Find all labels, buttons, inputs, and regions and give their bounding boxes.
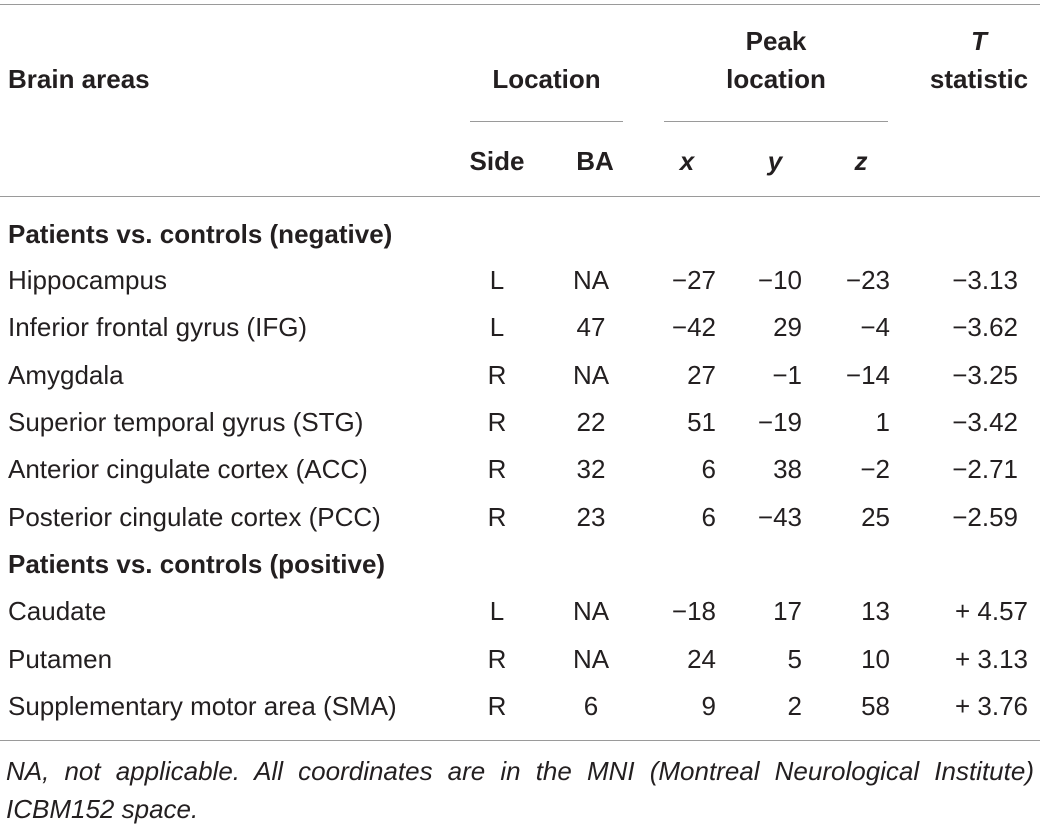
row-side: R (487, 360, 507, 390)
row-t: + 4.57 (954, 596, 1028, 626)
row-y: 29 (773, 312, 802, 342)
header-peak-location-line1: Peak (745, 26, 807, 56)
row-z: 25 (861, 502, 890, 532)
row-x: 6 (701, 454, 716, 484)
section-title-negative: Patients vs. controls (negative) (8, 219, 393, 249)
header-bottom-rule (0, 196, 1040, 197)
row-area: Anterior cingulate cortex (ACC) (8, 454, 368, 484)
row-x: −42 (671, 312, 716, 342)
row-y: 5 (787, 644, 802, 674)
row-side: R (487, 691, 507, 721)
row-side: R (487, 454, 507, 484)
table-top-rule (0, 4, 1040, 5)
row-side: L (489, 596, 505, 626)
section-title-positive: Patients vs. controls (positive) (8, 549, 386, 579)
header-peak-location-line2: location (726, 64, 826, 94)
row-z: 58 (861, 691, 890, 721)
row-y: −1 (772, 360, 802, 390)
header-location: Location (492, 64, 601, 94)
header-x: x (679, 146, 695, 176)
row-area: Supplementary motor area (SMA) (8, 691, 397, 721)
row-x: 9 (701, 691, 716, 721)
row-z: 13 (861, 596, 890, 626)
header-z: z (854, 146, 868, 176)
row-x: −18 (671, 596, 716, 626)
row-ba: 23 (576, 502, 606, 532)
header-ba: BA (576, 146, 614, 176)
row-area: Hippocampus (8, 265, 167, 295)
row-t: −2.71 (952, 454, 1018, 484)
row-t: −3.13 (952, 265, 1018, 295)
row-ba: 6 (583, 691, 599, 721)
header-brain-areas: Brain areas (8, 64, 150, 94)
row-area: Amygdala (8, 360, 124, 390)
row-side: R (487, 407, 507, 437)
row-y: 2 (787, 691, 802, 721)
location-group-rule (470, 121, 623, 122)
header-y: y (767, 146, 783, 176)
row-y: −19 (757, 407, 802, 437)
peak-location-group-rule (664, 121, 888, 122)
row-x: 6 (701, 502, 716, 532)
row-y: −43 (757, 502, 802, 532)
row-x: 27 (687, 360, 716, 390)
row-y: −10 (757, 265, 802, 295)
table-bottom-rule (0, 740, 1040, 741)
table-footnote: NA, not applicable. All coordinates are in the MNI (Montreal Neurological Institute) ICBM152 space. (6, 756, 1034, 824)
row-side: L (489, 312, 505, 342)
row-area: Superior temporal gyrus (STG) (8, 407, 364, 437)
row-ba: NA (572, 644, 610, 674)
row-area: Posterior cingulate cortex (PCC) (8, 502, 381, 532)
row-area: Caudate (8, 596, 107, 626)
row-z: −14 (845, 360, 890, 390)
row-x: −27 (671, 265, 716, 295)
header-t-line1: T (971, 26, 987, 56)
row-z: 1 (875, 407, 890, 437)
row-ba: NA (572, 360, 610, 390)
header-t-line2: statistic (929, 64, 1029, 94)
row-area: Putamen (8, 644, 113, 674)
row-side: R (487, 644, 507, 674)
row-area: Inferior frontal gyrus (IFG) (8, 312, 308, 342)
row-t: −3.42 (952, 407, 1018, 437)
row-ba: 47 (576, 312, 606, 342)
row-x: 51 (687, 407, 716, 437)
row-ba: 22 (576, 407, 606, 437)
row-ba: 32 (576, 454, 606, 484)
row-t: + 3.76 (954, 691, 1028, 721)
row-z: 10 (861, 644, 890, 674)
row-ba: NA (572, 596, 610, 626)
row-z: −4 (860, 312, 890, 342)
row-y: 17 (773, 596, 802, 626)
row-y: 38 (773, 454, 802, 484)
row-z: −23 (845, 265, 890, 295)
row-ba: NA (572, 265, 610, 295)
row-t: −3.25 (952, 360, 1018, 390)
row-t: + 3.13 (954, 644, 1028, 674)
row-x: 24 (687, 644, 716, 674)
row-t: −3.62 (952, 312, 1018, 342)
row-side: R (487, 502, 507, 532)
header-side: Side (469, 146, 525, 176)
row-t: −2.59 (952, 502, 1018, 532)
row-side: L (489, 265, 505, 295)
row-z: −2 (860, 454, 890, 484)
